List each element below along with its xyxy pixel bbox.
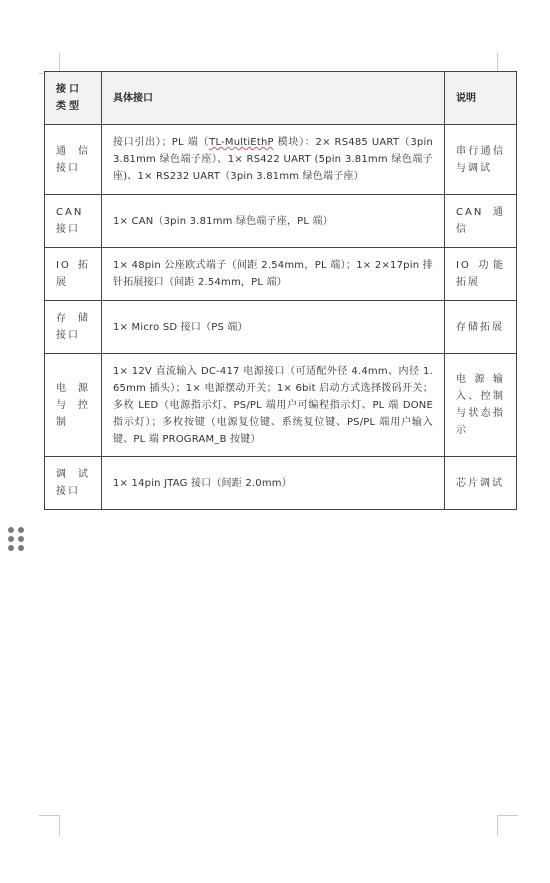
drag-dot xyxy=(18,527,24,533)
table-row xyxy=(45,354,517,457)
cell-detail: 1× CAN（3pin 3.81mm 绿色端子座，PL 端） xyxy=(102,195,445,248)
drag-dot xyxy=(18,536,24,542)
cell-detail: 1× 48pin 公座欧式端子（间距 2.54mm，PL 端）；1× 2×17pin 排针拓展接口（间距 2.54mm，PL 端） xyxy=(102,248,445,301)
cell-type: 电源与控制 xyxy=(45,354,102,457)
table-row xyxy=(45,125,517,195)
cell-type: CAN 接口 xyxy=(45,195,102,248)
cell-detail xyxy=(102,125,445,195)
crop-mark-bottom-right xyxy=(497,815,518,836)
table-row xyxy=(45,301,517,354)
cell-desc: CAN 通信 xyxy=(445,195,517,248)
cell-desc: 电源输入、控制与状态指示 xyxy=(445,354,517,457)
table-row xyxy=(45,248,517,301)
cell-type: 通信接口 xyxy=(45,125,102,195)
header-detail: 具体接口 xyxy=(102,72,445,125)
cell-detail: 1× Micro SD 接口（PS 端） xyxy=(102,301,445,354)
drag-dot xyxy=(8,536,14,542)
cell-detail-text: 接口引出）；PL 端（ xyxy=(113,137,210,148)
interface-table xyxy=(44,71,517,510)
header-type: 接口类型 xyxy=(45,72,102,125)
cell-type: IO 拓展 xyxy=(45,248,102,301)
crop-mark-bottom-left xyxy=(39,815,60,836)
header-desc: 说明 xyxy=(445,72,517,125)
cell-detail-text: 模块）：2× RS485 UART（3pin 3.81mm 绿色端子座）、1× RS422 UART (5pin 3.81mm 绿色端子座)、1× RS232 UART（3pin 3.81mm 绿色端子座） xyxy=(113,137,434,182)
cell-desc: IO 功能拓展 xyxy=(445,248,517,301)
cell-desc: 串行通信与调试 xyxy=(445,125,517,195)
cell-desc: 存储拓展 xyxy=(445,301,517,354)
cell-detail: 1× 14pin JTAG 接口（间距 2.0mm） xyxy=(102,457,445,510)
table-row xyxy=(45,457,517,510)
table-row xyxy=(45,195,517,248)
cell-type: 存储接口 xyxy=(45,301,102,354)
drag-dot xyxy=(18,545,24,551)
drag-handle-icon[interactable] xyxy=(8,527,26,557)
spellcheck-word[interactable]: TL-MultiEthP xyxy=(209,137,274,148)
cell-detail: 1× 12V 直流输入 DC-417 电源接口（可适配外径 4.4mm、内径 1.65mm 插头）；1× 电源摆动开关；1× 6bit 启动方式选择拨码开关；多枚 LED（电源指示灯、PS/PL 端用户可编程指示灯、PL 端 DONE 指示灯）；多枚按键（电源复位键、系统复位键、PS/PL 端用户输入键、PL 端 PROGRAM_B 按键） xyxy=(102,354,445,457)
cell-desc: 芯片调试 xyxy=(445,457,517,510)
drag-dot xyxy=(8,545,14,551)
cell-type: 调试接口 xyxy=(45,457,102,510)
drag-dot xyxy=(8,527,14,533)
table-header-row xyxy=(45,72,517,125)
